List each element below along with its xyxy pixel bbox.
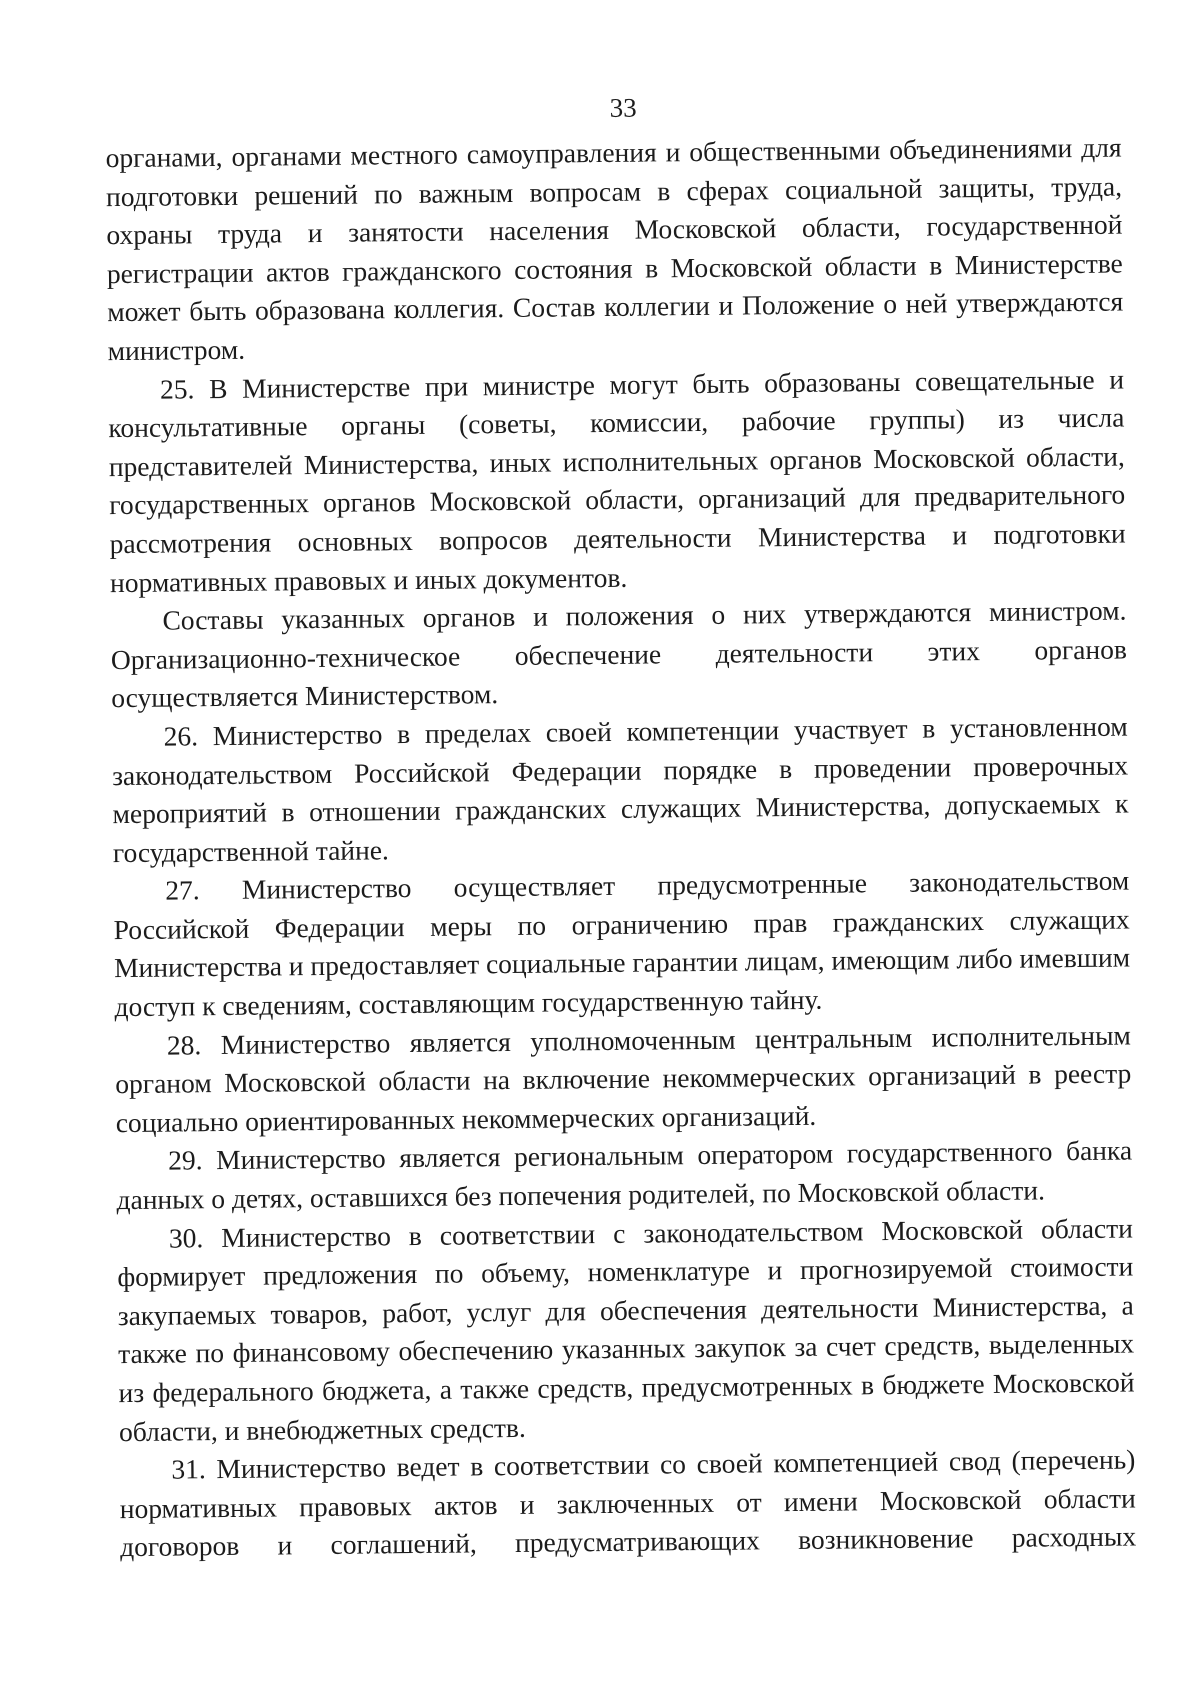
paragraph-29: 29. Министерство является региональным оператором государственного банка данных о детях, оставшихся без попечения родителей, по Московской области. — [116, 1134, 1133, 1216]
page-number: 33 — [609, 92, 637, 123]
paragraph-28: 28. Министерство является уполномоченным центральным исполнительным органом Московской области на включение некоммерческих организаций в реестр социально ориентированных некоммерческих организаций. — [115, 1019, 1132, 1138]
paragraph-continuation: органами, органами местного самоуправления и общественными объединениями для подготовки решений по важным вопросам в сферах социальной защиты, труда, охраны труда и занятости населения Московской области, государственной регистрации актов гражданского состояния в Московской области в Министерстве может быть образована коллегия. Состав коллегии и Положение о ней утверждаются министром. — [105, 131, 1124, 367]
paragraph-27: 27. Министерство осуществляет предусмотренные законодательством Российской Федерации меры по ограничению прав гражданских служащих Министерства и предоставляет социальные гарантии лицам, имеющим либо имевшим доступ к сведениям, составляющим государственную тайну. — [113, 864, 1131, 1023]
paragraph-25-compositions: Составы указанных органов и положения о них утверждаются министром. Организационно-техническое обеспечение деятельности этих органов осуществляется Министерством. — [110, 594, 1127, 714]
paragraph-25: 25. В Министерстве при министре могут быть образованы совещательные и консультативные органы (советы, комиссии, рабочие группы) из числа представителей Министерства, иных исполнительных органов Московской области, государственных органов Московской области, организаций для предварительного рассмотрения основных вопросов деятельности Министерства и подготовки нормативных правовых и иных документов. — [108, 363, 1126, 598]
paragraph-30: 30. Министерство в соответствии с законодательством Московской области формирует предложения по объему, номенклатуре и прогнозируемой стоимости закупаемых товаров, работ, услуг для обеспечения деятельности Министерства, а также по финансовому обеспечению указанных закупок за счет средств, выделенных из федерального бюджета, а также средств, предусмотренных в бюджете Московской области, и внебюджетных средств. — [117, 1212, 1135, 1447]
paragraph-26: 26. Министерство в пределах своей компетенции участвует в установленном законодательством Российской Федерации порядке в проведении проверочных мероприятий в отношении гражданских служащих Министерства, допускаемых к государственной тайне. — [111, 710, 1129, 868]
paragraph-31: 31. Министерство ведет в соответствии со своей компетенцией свод (перечень) нормативных правовых актов и заключенных от имени Московской области договоров и соглашений, предусматривающих возникновение расходных — [119, 1443, 1137, 1563]
